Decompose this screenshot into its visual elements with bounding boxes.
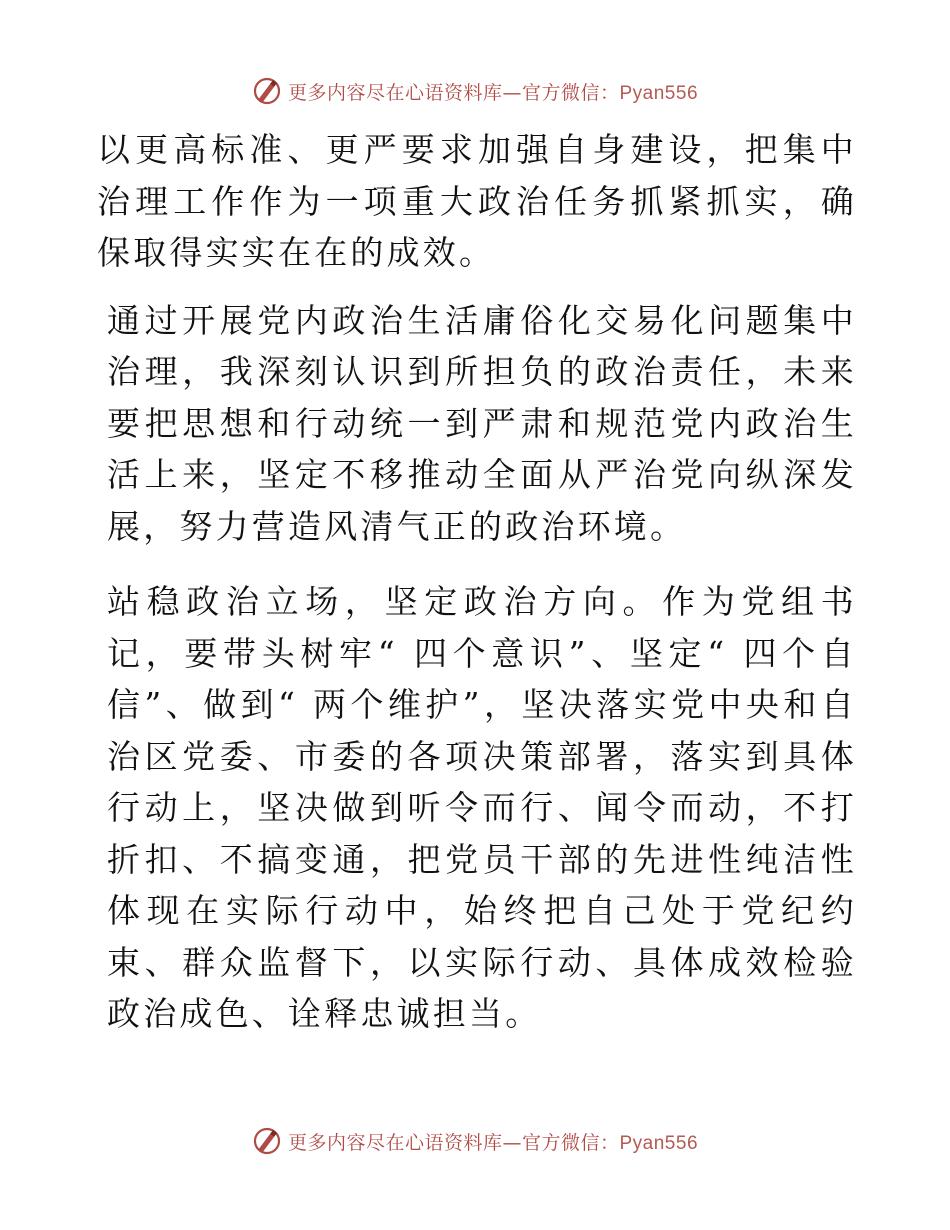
header-watermark	[0, 71, 950, 111]
paragraph-2: 通过开展党内政治生活庸俗化交易化问题集中治理，我深刻认识到所担负的政治责任，未来要把思想和行动统一到严肃和规范党内政治生活上来，坚定不移推动全面从严治党向纵深发展，努力营造风清气正的政治环境。	[107, 300, 857, 546]
footer-watermark	[0, 1121, 950, 1161]
pen-logo-icon	[252, 1126, 282, 1156]
pen-logo-icon	[252, 76, 282, 106]
watermark-text: 更多内容尽在心语资料库—官方微信：Pyan556	[287, 81, 699, 104]
paragraph-3: 站稳政治立场，坚定政治方向。作为党组书记，要带头树牢“ 四个意识”、坚定“ 四个自信”、做到“ 两个维护”，坚决落实党中央和自治区党委、市委的各项决策部署，落实到具体行动上，坚决做到听令而行、闻令而动，不打折扣、不搞变通，把党员干部的先进性纯洁性体现在实际行动中，始终把自己处于党纪约束、群众监督下，以实际行动、具体成效检验政治成色、诠释忠诚担当。	[107, 582, 857, 1033]
paragraph-1: 以更高标准、更严要求加强自身建设，把集中治理工作作为一项重大政治任务抓紧抓实，确保取得实实在在的成效。	[97, 130, 857, 272]
document-body	[97, 124, 857, 1040]
watermark-text: 更多内容尽在心语资料库—官方微信：Pyan556	[287, 1131, 699, 1154]
